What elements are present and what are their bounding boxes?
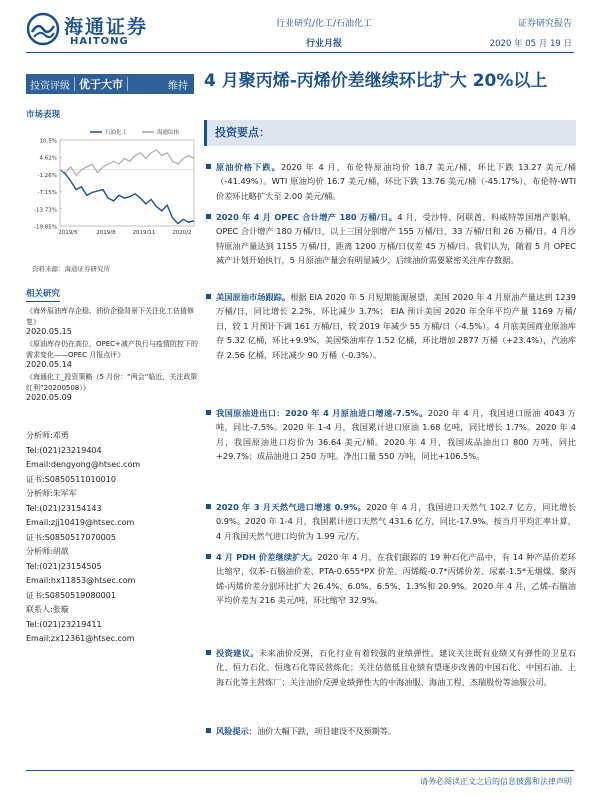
y-tick-label: 4.62% — [39, 155, 57, 162]
report-title: 4 月聚丙烯-丙烯价差继续环比扩大 20%以上 — [204, 71, 548, 91]
point-china-crude-trade — [204, 406, 576, 464]
analyst-cert: 证书:S0850519080001 — [26, 590, 116, 600]
header-right — [490, 16, 572, 49]
x-tick-label: 2019/8 — [96, 230, 116, 236]
rating-value: 优于大市 — [79, 78, 123, 91]
point-lead: 我国原油进出口：2020 年 4 月原油进口增速-7.5%。 — [216, 408, 428, 418]
analyst-email[interactable]: Email:hx11853@htsec.com — [26, 576, 136, 585]
point-investment-advice — [204, 646, 576, 689]
disclaimer-footer[interactable]: 请务必阅读正文之后的信息披露和法律声明 — [420, 777, 572, 786]
point-lead: 原油价格下跌。 — [216, 162, 281, 172]
bullet-icon — [206, 728, 211, 733]
industry-category: 行业研究/化工/石油化工 — [275, 19, 373, 29]
analyst-contacts — [26, 429, 198, 647]
related-research-list — [26, 306, 198, 402]
chart-frame — [60, 140, 194, 226]
point-text: 根据 EIA 2020 年 5 月短期能源展望，美国 2020 年 4 月原油产量达到 1239 万桶/日，同比增长 2.2%，环比减少 3.7%； EIA 预计美国 2020 年全年平均产量 1169 万桶/日，较 1 月预计下调 161 万桶/日，较 2019 年减少 55 万桶/日（-4.5%）。4 月底美国商业原油库存 5.32 亿桶，环比+9.9%，美国柴油库存 1.52 亿桶，环比增加 2877 万桶（+23.4%），汽油库存 2.56 亿桶，环比减少 90 万桶（-0.3%）。 — [216, 292, 576, 360]
bullet-icon — [206, 164, 211, 169]
point-us-crude — [204, 290, 576, 362]
x-tick-label: 2019/11 — [132, 230, 156, 236]
logo-chinese-name: 海通证券 — [64, 16, 149, 38]
related-research-title[interactable]: 《海通化工_投资策略（5 月份：“两会”临近，关注政策红利”20200508）》 — [26, 373, 198, 392]
contact-email[interactable]: Email:zx12361@htsec.com — [26, 634, 135, 643]
left-sidebar — [26, 100, 198, 647]
market-performance-chart — [26, 126, 198, 244]
x-tick-label: 2019/5 — [58, 230, 78, 236]
chart-source: 资料来源：海通证券研究所 — [32, 265, 110, 273]
bullet-icon — [206, 410, 211, 415]
footer-divider — [26, 770, 574, 771]
contact-name: 联系人:张璇 — [26, 605, 69, 614]
y-tick-label: -13.73% — [34, 207, 57, 214]
rating-label: 投资评级 — [30, 80, 70, 92]
analyst-email[interactable]: Email:dengyong@htsec.com — [26, 460, 141, 469]
legend-label: 石油化工 — [105, 130, 128, 136]
point-crude-price — [204, 160, 576, 203]
point-lead: 风险提示： — [216, 726, 257, 736]
related-research-title[interactable]: 《原油库存仍在高位，OPEC+减产执行与疫情防控下的需求变化——OPEC 月报点评》 — [26, 340, 198, 359]
bullet-icon — [206, 214, 211, 219]
bullet-icon — [206, 294, 211, 299]
analyst-name: 分析师:朱军军 — [26, 489, 77, 498]
report-kind: 行业月报 — [305, 39, 342, 49]
point-natural-gas — [204, 500, 576, 543]
related-research-date: 2020.05.14 — [26, 360, 72, 369]
bullet-icon — [206, 650, 211, 655]
market-performance-heading: 市场表现 — [26, 110, 61, 120]
point-text: 2020 年 4 月，我国进口原油 4043 万吨，同比-7.5%。2020 年 1-4 月，我国累计进口原油 1.68 亿吨，同比增长 1.7%。2020 年 4 月，我国原油进口均价为 36.64 美元/桶。2020 年 4 月，我国成品油出口 800 万吨，同比+29.7%；成品油进口 250 万吨。净出口量 550 万吨，同比+106.5%。 — [216, 408, 576, 462]
y-tick-label: -1.26% — [37, 172, 57, 179]
related-research-date: 2020.05.15 — [26, 327, 72, 336]
logo-english-name: HAITONG — [70, 36, 129, 47]
haitong-logo — [26, 12, 176, 48]
contact-tel: Tel:(021)23219411 — [26, 619, 102, 629]
analyst-tel: Tel:(021)23154143 — [26, 503, 102, 513]
analyst-tel: Tel:(021)23154505 — [26, 561, 102, 571]
report-type: 证券研究报告 — [517, 19, 572, 29]
investment-highlights-heading: 投资要点： — [204, 120, 576, 146]
point-text: 油价大幅下跌，项目建设不及预期等。 — [256, 726, 397, 736]
report-date: 2020 年 05 月 19 日 — [489, 39, 572, 49]
analyst-email[interactable]: Email:zjj10419@htsec.com — [26, 518, 135, 527]
x-tick-label: 2020/2 — [172, 230, 192, 236]
market-chart-svg — [26, 126, 198, 244]
header-divider — [26, 52, 574, 53]
point-text: 未来油价反弹，石化行业有着较强的业绩弹性。建议关注既有业绩又有弹性的卫星石化、恒力石化、恒逸石化等民营炼化；关注估值低且业绩有望逐步改善的中国石化、中国石油、上海石化等主营炼厂；关注油价反弹业绩弹性大的中海油服、海油工程、杰瑞股份等油服公司。 — [216, 648, 576, 687]
analyst-name: 分析师:胡歆 — [26, 547, 69, 556]
bullet-icon — [206, 504, 211, 509]
point-lead: 2020 年 4 月 OPEC 合计增产 180 万桶/日。 — [216, 212, 398, 222]
point-opec — [204, 210, 576, 268]
point-lead: 4 月 PDH 价差继续扩大。 — [216, 552, 318, 562]
point-pdh-spread — [204, 550, 576, 608]
bullet-icon — [206, 554, 211, 559]
rating-status: 维持 — [168, 80, 188, 92]
rating-separator — [127, 77, 128, 91]
point-text: 2020 年 4 月，在我们跟踪的 19 种石化产品中，有 14 种产品价差环比缩窄，仅苯-石脑油价差、PTA-0.655*PX 价差、丙烯酸-0.7*丙烯价差、尿素-1.5*无烟煤、聚丙烯-丙烯价差分别环比扩大 26.4%、6.0%、6.5%、1.3%和 20.9%。2020 年 4 月，乙烯-石脑油平均价差为 216 美元/吨，环比缩窄 32.9%。 — [216, 552, 576, 606]
point-lead: 投资建议。 — [216, 648, 259, 658]
analyst-name: 分析师:邓勇 — [26, 431, 69, 440]
legend-label: 海通综指 — [157, 130, 180, 136]
analyst-cert: 证书:S0850511010010 — [26, 474, 116, 484]
y-tick-label: -19.85% — [34, 224, 57, 231]
related-research-heading: 相关研究 — [26, 287, 60, 302]
series-line-haitong-index — [60, 150, 194, 176]
analyst-tel: Tel:(021)23219404 — [26, 445, 102, 455]
y-tick-label: -7.15% — [37, 190, 57, 197]
investment-rating — [26, 74, 194, 94]
related-research-date: 2020.05.09 — [26, 393, 72, 402]
y-tick-label: 10.5% — [39, 138, 57, 145]
series-line-petrochem — [60, 170, 194, 224]
point-text: 2020 年 4 月，布伦特原油均价 18.7 美元/桶，环比下跌 13.27 美元/桶（-41.49%）。WTI 原油均价 16.7 美元/桶，环比下跌 13.76 美元/桶（-45.17%），布伦特-WTI 价差环比略扩大至 2.00 美元/桶。 — [216, 162, 576, 201]
point-lead: 美国原油市场跟踪。 — [216, 292, 291, 302]
haitong-emblem-icon — [26, 12, 60, 46]
header-center — [254, 16, 394, 49]
point-risk-warning — [204, 724, 576, 738]
related-research-title[interactable]: 《海外原油库存企稳、油价企稳背景下关注化工估值修复》 — [26, 307, 194, 326]
point-text: 2020 年 4 月，我国进口天然气 102.7 亿方，同比增长 0.9%。2020 年 1-4 月，我国累计进口天然气 431.6 亿方，同比-17.9%。按当月平均汇率计算，4 月我国天然气进口均价为 1.99 元/方。 — [216, 502, 576, 541]
point-text: 4 月，受沙特、阿联酋、科威特等国增产影响，OPEC 合计增产 180 万桶/日，以上三国分别增产 155 万桶/日、33 万桶/日和 26 万桶/日。4 月沙特原油产量达到 1155 万桶/日，距离 1200 万桶/日仅差 45 万桶/日。我们认为，随着 5 月 OPEC 减产计划开始执行，5 月原油产量会有明显减少，后续油价需要紧密关注库存数据。 — [216, 212, 576, 266]
analyst-cert: 证书:S0850517070005 — [26, 532, 116, 542]
point-lead: 2020 年 3 月天然气进口增速 0.9%。 — [216, 502, 367, 512]
